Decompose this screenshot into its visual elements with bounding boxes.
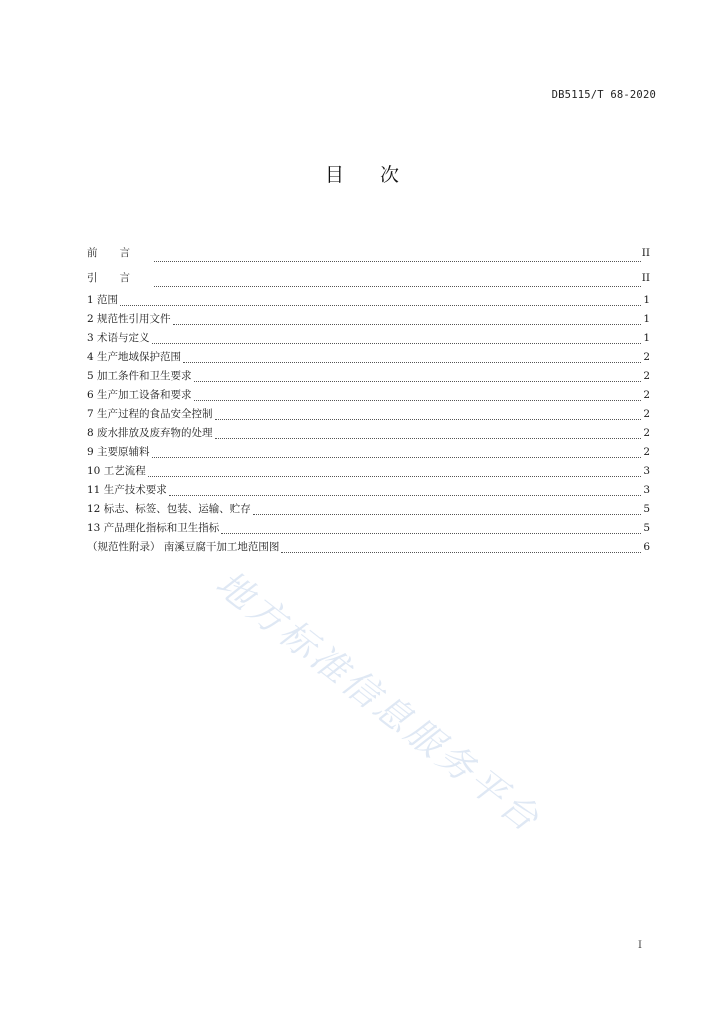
toc-leader-dots xyxy=(120,304,641,306)
toc-entry-label: 10 工艺流程 xyxy=(87,465,146,477)
toc-entry-label: 2 规范性引用文件 xyxy=(87,313,171,325)
table-of-contents xyxy=(87,241,650,557)
toc-entry-label: 引言 xyxy=(87,272,152,284)
toc-entry-page: 2 xyxy=(643,389,650,401)
page-number: I xyxy=(638,940,642,951)
watermark: 地方标准信息服务平台 xyxy=(207,563,549,842)
toc-entry-12[interactable] xyxy=(87,500,650,519)
toc-leader-dots xyxy=(281,551,641,553)
toc-leader-dots xyxy=(194,380,641,382)
toc-entry-appendix[interactable] xyxy=(87,538,650,557)
toc-entry-label: 前言 xyxy=(87,247,152,259)
toc-leader-dots xyxy=(169,494,641,496)
toc-entry-page: II xyxy=(641,247,650,259)
toc-entry-label: 5 加工条件和卫生要求 xyxy=(87,370,192,382)
toc-entry-page: 1 xyxy=(643,332,650,344)
page-title: 目次 xyxy=(324,164,435,186)
toc-entry-label: 9 主要原辅料 xyxy=(87,446,150,458)
toc-entry-page: II xyxy=(641,272,650,284)
document-code: DB5115/T 68-2020 xyxy=(551,89,656,101)
toc-entry-label: 3 术语与定义 xyxy=(87,332,150,344)
toc-entry-label: 1 范围 xyxy=(87,294,119,306)
toc-entry-page: 5 xyxy=(643,503,650,515)
toc-entry-page: 3 xyxy=(643,484,650,496)
toc-entry-8[interactable] xyxy=(87,424,650,443)
toc-entry-page: 5 xyxy=(643,522,650,534)
toc-leader-dots xyxy=(152,342,641,344)
toc-entry-page: 2 xyxy=(643,351,650,363)
toc-entry-page: 6 xyxy=(643,541,650,553)
toc-entry-5[interactable] xyxy=(87,367,650,386)
toc-leader-dots xyxy=(152,456,641,458)
toc-leader-dots xyxy=(183,361,641,363)
toc-entry-page: 2 xyxy=(643,446,650,458)
toc-entry-1[interactable] xyxy=(87,291,650,310)
toc-entry-label: 13 产品理化指标和卫生指标 xyxy=(87,522,220,534)
toc-entry-4[interactable] xyxy=(87,348,650,367)
toc-entry-13[interactable] xyxy=(87,519,650,538)
toc-entry-page: 2 xyxy=(643,408,650,420)
toc-leader-dots xyxy=(194,399,641,401)
toc-entry-2[interactable] xyxy=(87,310,650,329)
toc-leader-dots xyxy=(154,260,641,262)
toc-entry-introduction[interactable] xyxy=(87,266,650,291)
toc-entry-11[interactable] xyxy=(87,481,650,500)
toc-entry-label: 8 废水排放及废弃物的处理 xyxy=(87,427,213,439)
toc-entry-6[interactable] xyxy=(87,386,650,405)
toc-entry-label: 7 生产过程的食品安全控制 xyxy=(87,408,213,420)
toc-entry-label: 4 生产地域保护范围 xyxy=(87,351,182,363)
toc-entry-page: 2 xyxy=(643,427,650,439)
toc-entry-page: 1 xyxy=(643,294,650,306)
toc-entry-page: 2 xyxy=(643,370,650,382)
toc-entry-9[interactable] xyxy=(87,443,650,462)
toc-entry-label: 6 生产加工设备和要求 xyxy=(87,389,192,401)
toc-leader-dots xyxy=(221,532,641,534)
toc-leader-dots xyxy=(253,513,641,515)
toc-entry-10[interactable] xyxy=(87,462,650,481)
toc-entry-label: 11 生产技术要求 xyxy=(87,484,167,496)
toc-entry-page: 3 xyxy=(643,465,650,477)
toc-leader-dots xyxy=(173,323,641,325)
toc-entry-3[interactable] xyxy=(87,329,650,348)
toc-leader-dots xyxy=(215,437,641,439)
toc-leader-dots xyxy=(148,475,641,477)
toc-entry-page: 1 xyxy=(643,313,650,325)
toc-entry-label: （规范性附录） 南溪豆腐干加工地范围图 xyxy=(87,541,280,553)
toc-entry-7[interactable] xyxy=(87,405,650,424)
toc-entry-foreword[interactable] xyxy=(87,241,650,266)
toc-entry-label: 12 标志、标签、包装、运输、贮存 xyxy=(87,503,251,515)
toc-leader-dots xyxy=(154,285,641,287)
toc-leader-dots xyxy=(215,418,641,420)
